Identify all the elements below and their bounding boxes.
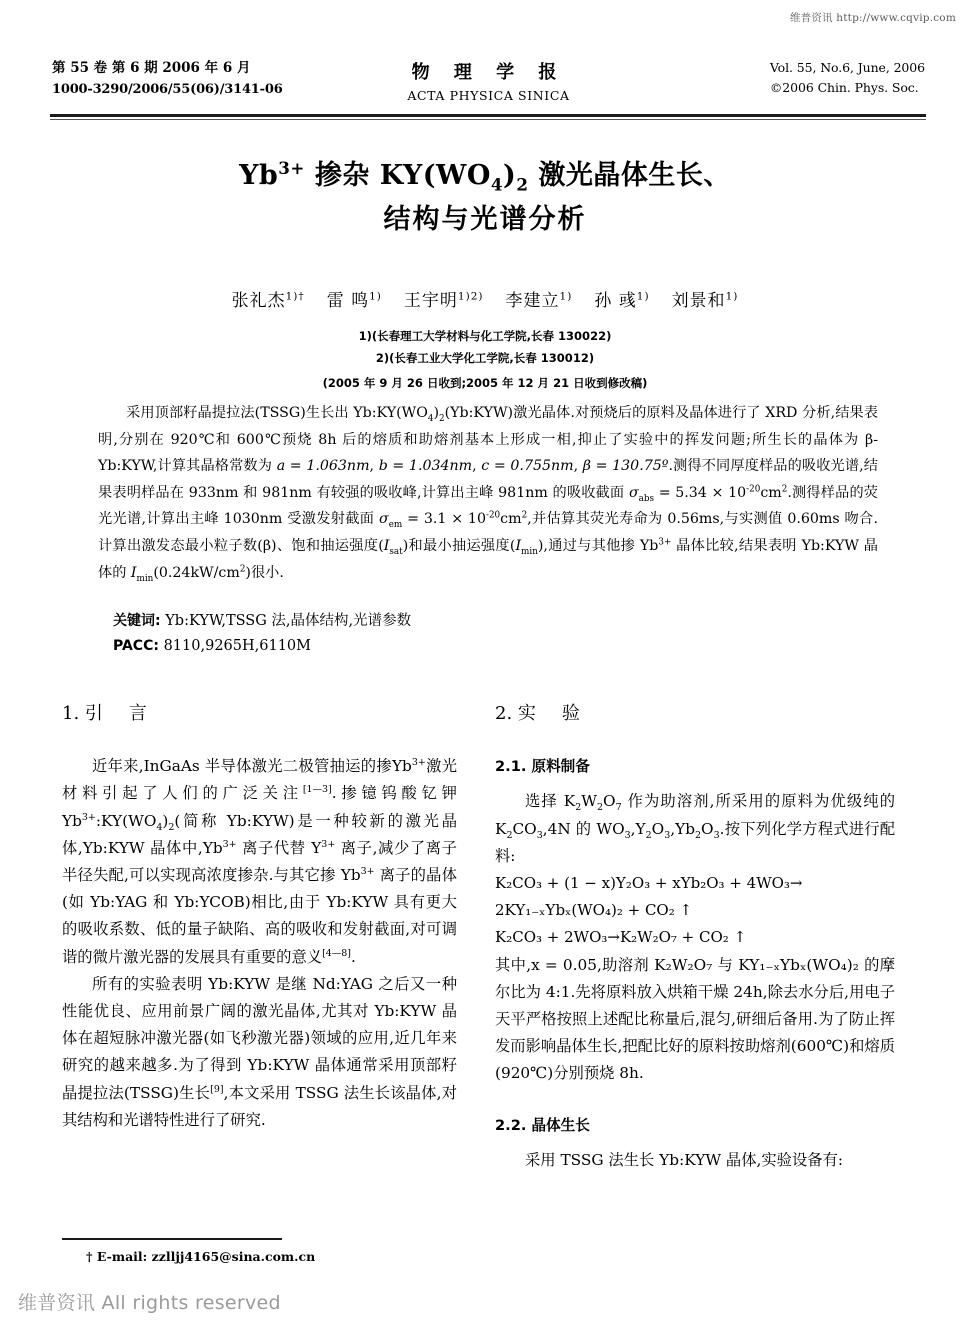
lattice-a: a = 1.063nm	[276, 458, 370, 475]
abstract-t1: 采用顶部籽晶提拉法(TSSG)生长出 Yb:KY(WO	[126, 405, 428, 421]
lp1-sup4: 3+	[321, 838, 336, 850]
lp1-t6: (简称 Yb:KYW)是一种较新的激光晶体,Yb:KYW 晶体中,Yb	[62, 811, 457, 857]
abstract-sub-4: 4	[427, 413, 434, 424]
sigma-abs-unit: cm	[760, 484, 782, 501]
pacc-value: 8110,9265H,6110M	[163, 638, 311, 654]
author-5	[594, 291, 649, 311]
lp2-b: ,本文采用 TSSG 法生长该晶体,对其结构和光谱特性进行了研究.	[62, 1083, 457, 1129]
author-6-name: 刘景和	[671, 291, 726, 311]
rp1-k: .按下列化学方程式进行配料:	[495, 819, 896, 865]
rp1-s2c: 2	[506, 829, 513, 841]
copyright-line: ©2006 Chin. Phys. Soc.	[769, 80, 919, 95]
author-2-mark: 1)	[369, 290, 382, 303]
lp1-sup3: 3+	[222, 838, 237, 850]
author-list	[0, 286, 970, 311]
lp1-t9: 离子的晶体(如 Yb:YAG 和 Yb:YCOB)相比,由于 Yb:KYW 具有更大的吸收系数、低的量子缺陷、高的吸收和发射截面,对可调谐的微片激光器的发展具有重要的意义	[62, 866, 457, 966]
subsection-heading-2-1: 2.1. 原料制备	[495, 758, 590, 776]
author-1	[232, 291, 305, 311]
right-paragraph-3: 采用 TSSG 法生长 Yb:KYW 晶体,实验设备有:	[525, 1150, 844, 1169]
lattice-b: b = 1.034nm	[378, 458, 473, 475]
abstract-t5: .测得样品的荧光光谱,计算出主峰 1030nm 受激发射截面	[98, 484, 878, 528]
received-date: (2005 年 9 月 26 日收到;2005 年 12 月 21 日收到修改稿)	[322, 376, 648, 390]
section-2-number: 2.	[495, 703, 513, 724]
i-min-2: I	[130, 564, 137, 581]
i-sat-sub: sat	[389, 546, 403, 557]
journal-volume-info	[770, 58, 925, 98]
lp1-ref1: [1—3]	[302, 784, 332, 796]
left-paragraph-2	[62, 971, 457, 1134]
yb-charge-abs: 3+	[658, 537, 672, 548]
lattice-c: c = 0.755nm	[481, 458, 574, 475]
watermark-top: 维普资讯 http://www.cqvip.com	[789, 12, 956, 24]
right-column	[495, 700, 895, 1174]
author-1-name: 张礼杰	[231, 291, 286, 311]
lp1-t1: 近年来,InGaAs 半导体激光二极管抽运的掺	[92, 757, 392, 776]
unit-sq-1: 2	[781, 484, 788, 495]
rp1-s2a: 2	[575, 802, 582, 814]
rp1-f: ,4N 的 WO	[542, 819, 625, 838]
lp1-t3: .掺镱钨酸钇钾 Yb	[62, 784, 457, 830]
title-yb: Yb	[239, 160, 279, 191]
title-line-2: 结构与光谱分析	[383, 204, 587, 235]
i-min-sub: min	[521, 546, 538, 557]
rp1-g: ,Y	[630, 819, 646, 838]
lp1-sup2: 3+	[81, 811, 96, 823]
journal-header	[52, 58, 925, 108]
section-1-title-a: 引	[84, 703, 103, 724]
rp1-h: O	[651, 819, 665, 838]
journal-name	[407, 58, 569, 103]
lp2-a: 所有的实验表明 Yb:KYW 是继 Nd:YAG 之后又一种性能优良、应用前景广阔的激光晶体,尤其对 Yb:KYW 晶体在超短脉冲激光器(如飞秒激光器)领域的应用,近几年来研究的越来越多.为了得到 Yb:KYW 晶体通常采用顶部籽晶提拉法(TSSG)生长	[62, 974, 457, 1102]
lp2-ref3: [9]	[210, 1083, 224, 1095]
sigma-em-sub: em	[388, 520, 403, 531]
issue-code-line: 1000-3290/2006/55(06)/3141-06	[52, 82, 283, 97]
rp1-b: W	[581, 792, 597, 811]
author-6	[672, 291, 739, 311]
abstract-t7: )和最小抽运强度(	[402, 537, 516, 554]
author-5-name: 孙 彧	[594, 291, 637, 311]
journal-name-en: ACTA PHYSICA SINICA	[407, 88, 570, 103]
equation-3: K₂CO₃ + 2WO₃→K₂W₂O₇ + CO₂ ↑	[495, 928, 747, 947]
volume-line: Vol. 55, No.6, June, 2006	[769, 60, 925, 75]
abstract-t3: (Yb:KYW)激光晶体.对预烧后的原料及晶体进行了 XRD 分析,结果表明,分别在 920℃和 600℃预烧 8h 后的熔质和助熔剂基本上形成一相,抑止了实验中的挥发问题;所生长的晶体为 β-Yb:KYW,计算其晶格常数为	[98, 405, 878, 475]
title-sub-4: 4	[490, 174, 504, 195]
author-6-mark: 1)	[725, 290, 739, 303]
i-min: I	[515, 537, 522, 554]
lp1-t7: 离子代替 Y	[236, 838, 322, 857]
title-sub-2: 2	[516, 174, 529, 195]
lp1-t4: :KY(WO	[95, 811, 157, 830]
author-3	[404, 291, 484, 311]
section-heading-2	[495, 700, 895, 727]
abstract-t4: .测得不同厚度样品的吸收光谱,结果表明样品在 933nm 和 981nm 有较强的吸收峰,计算出主峰 981nm 的吸收截面	[98, 458, 878, 501]
section-heading-1	[62, 700, 457, 727]
rp1-s3c: 3	[664, 829, 671, 841]
sigma-em: σ	[379, 511, 389, 528]
lp1-t2: 激光材料引起了人们的广泛关注	[62, 757, 457, 803]
lp1-sup1: 3+	[411, 757, 426, 769]
author-2-name: 雷 鸣	[326, 291, 370, 311]
author-3-name: 王宇明	[403, 291, 458, 311]
keywords-label: 关键词:	[113, 613, 161, 629]
title-compound-a: 掺杂 KY(WO	[304, 160, 491, 191]
rp1-a: 选择 K	[525, 792, 576, 811]
title-paren: )	[503, 160, 517, 191]
section-2-title-a: 实	[517, 703, 536, 724]
sigma-em-val: = 3.1 × 10	[402, 511, 486, 528]
abstract-t2: )	[433, 405, 440, 421]
affiliation-1: 1)(长春理工大学材料与化工学院,长春 130022)	[358, 329, 612, 343]
issue-volume-line: 第 55 卷 第 6 期 2006 年 6 月	[52, 60, 251, 76]
lp1-t5: )	[162, 811, 169, 830]
equation-1: K₂CO₃ + (1 − x)Y₂O₃ + xYb₂O₃ + 4WO₃→	[495, 874, 803, 893]
unit-sq-2: 2	[521, 510, 528, 521]
left-column	[62, 700, 457, 1134]
left-paragraph-1	[62, 753, 457, 971]
author-3-mark: 1)2)	[457, 290, 484, 303]
lp1-end: .	[350, 947, 356, 966]
sigma-abs-exp: -20	[746, 484, 761, 495]
lp1-sub4: 4	[156, 821, 163, 833]
keywords-value: Yb:KYW,TSSG 法,晶体结构,光谱参数	[165, 613, 412, 629]
rp1-s2b: 2	[597, 802, 604, 814]
sigma-abs-sub: abs	[638, 493, 655, 504]
abstract-t8: ),通过与其他掺 Yb	[537, 537, 659, 554]
author-5-mark: 1)	[636, 290, 650, 303]
abstract-t11: )很小.	[245, 564, 284, 581]
header-rule-thin	[50, 119, 926, 120]
abstract-sub-2: 2	[439, 413, 445, 424]
rp1-s2d: 2	[645, 829, 652, 841]
author-4-mark: 1)	[559, 290, 573, 303]
title-yb-charge: 3+	[278, 158, 305, 178]
rp1-j: O	[701, 819, 714, 838]
rp1-s3d: 3	[713, 829, 720, 841]
abstract-t9: 晶体比较,结果表明 Yb:KYW 晶体的	[98, 537, 878, 581]
page-title	[0, 154, 970, 242]
title-line-1	[0, 154, 970, 198]
subsection-heading-2-2: 2.2. 晶体生长	[495, 1116, 590, 1134]
rp1-s3a: 3	[536, 829, 543, 841]
title-compound-b: 激光晶体生长、	[528, 160, 731, 191]
abstract-t10: (0.24kW/cm	[153, 564, 240, 581]
pacc-line	[113, 634, 883, 659]
section-2-title-b: 验	[561, 703, 580, 724]
lp1-sup5: 3+	[360, 865, 375, 877]
watermark-bottom: 维普资讯 All rights reserved	[18, 1292, 281, 1314]
rp1-c: O	[603, 792, 616, 811]
section-1-title-b: 言	[128, 703, 147, 724]
journal-issue-info	[52, 58, 283, 100]
keywords-line	[113, 609, 883, 634]
sigma-em-exp: -20	[485, 510, 501, 521]
abstract: 采用顶部籽晶提拉法(TSSG)生长出 $Yb:KY(WO_4)_2(Yb:KYW)$激光晶体.对预烧后的原料及晶体进行了 XRD 分析,结果表明,分别在 920℃和 600℃预烧 8h 后的熔质和助熔剂基本上形成一相,抑止了实验中的挥发问题;所生长的晶体为 β-Yb:KYW,计算其晶格常数为 a = 1.063nm, b = 1.034nm, c = 0.755nm, β = 130.75º.测得不同厚度样品的吸收光谱,结果表明样品在 933nm 和 981nm 有较强的吸收峰,计算出主峰 981nm 的吸收截面 $\sigma_{abs} = 5.34 \times 10^{-20}cm^2$.测得样品的荧光光谱,计算出主峰 1030nm 受激发射截面 $\sigma_{em} = 3.1 \times 10^{-20}cm^2$,并估算其荧光寿命为 0.56ms,与实测值 0.60ms 吻合.计算出激发态最小粒子数(β)、饱和抽运强度$(I_{sat})$和最小抽运强度$(I_{min})$,通过与其他掺 $Yb^{3+}$ 晶体比较,结果表明 Yb:KYW 晶体的 $I_{min}(0.24kW/cm^2)$很小.	[98, 405, 878, 584]
unit-sq-3: 2	[239, 563, 246, 574]
footnote-email: † E-mail: zzlljj4165@sina.com.cn	[86, 1249, 316, 1264]
rp1-s2e: 2	[695, 829, 702, 841]
author-2	[327, 291, 382, 311]
author-4	[506, 291, 573, 311]
right-paragraph-1	[495, 788, 895, 870]
sigma-abs: σ	[628, 484, 639, 501]
footnote-rule	[62, 1238, 282, 1240]
sigma-abs-val: = 5.34 × 10	[654, 484, 747, 501]
lp1-t8: 离子,减少了离子半径失配,可以实现高浓度掺杂.与其它掺 Yb	[62, 838, 457, 885]
journal-name-cn: 物 理 学 报	[411, 62, 566, 83]
sigma-em-unit: cm	[500, 511, 522, 528]
header-rule-thick	[50, 114, 926, 117]
i-min-2-sub: min	[136, 573, 154, 584]
rp1-i: ,Yb	[670, 819, 696, 838]
author-1-mark: 1)†	[285, 290, 305, 303]
right-paragraph-2: 其中,x = 0.05,助溶剂 K₂W₂O₇ 与 KY₁₋ₓYbₓ(WO₄)₂ 的摩尔比为 4:1.先将原料放入烘箱干燥 24h,除去水分后,用电子天平严格按照上述配比称量后,混匀,研细后备用.为了防止挥发而影响晶体生长,把配比好的原料按助熔剂(600℃)和熔质(920℃)分别预烧 8h.	[495, 955, 895, 1083]
abstract-t6: ,并估算其荧光寿命为 0.56ms,与实测值 0.60ms 吻合.计算出激发态最小粒子数(β)、饱和抽运强度(	[98, 511, 878, 554]
pacc-label: PACC:	[113, 638, 159, 654]
rp1-e: CO	[512, 819, 537, 838]
equation-2: 2KY₁₋ₓYbₓ(WO₄)₂ + CO₂ ↑	[495, 901, 693, 920]
lp1-ref2: [4—8]	[322, 947, 351, 959]
rp1-s3b: 3	[624, 829, 631, 841]
lp1-sub2: 2	[168, 821, 175, 833]
rp1-d: 作为助溶剂,所采用的原料为优级纯的 K	[495, 792, 895, 838]
section-1-number: 1.	[62, 703, 80, 724]
i-sat: I	[383, 537, 390, 554]
rp1-s7: 7	[615, 802, 622, 814]
lattice-beta: β = 130.75º	[582, 458, 669, 475]
affiliation-2: 2)(长春工业大学化工学院,长春 130012)	[375, 351, 595, 365]
lp1-yb: Yb	[391, 757, 412, 776]
author-4-name: 李建立	[505, 291, 560, 311]
